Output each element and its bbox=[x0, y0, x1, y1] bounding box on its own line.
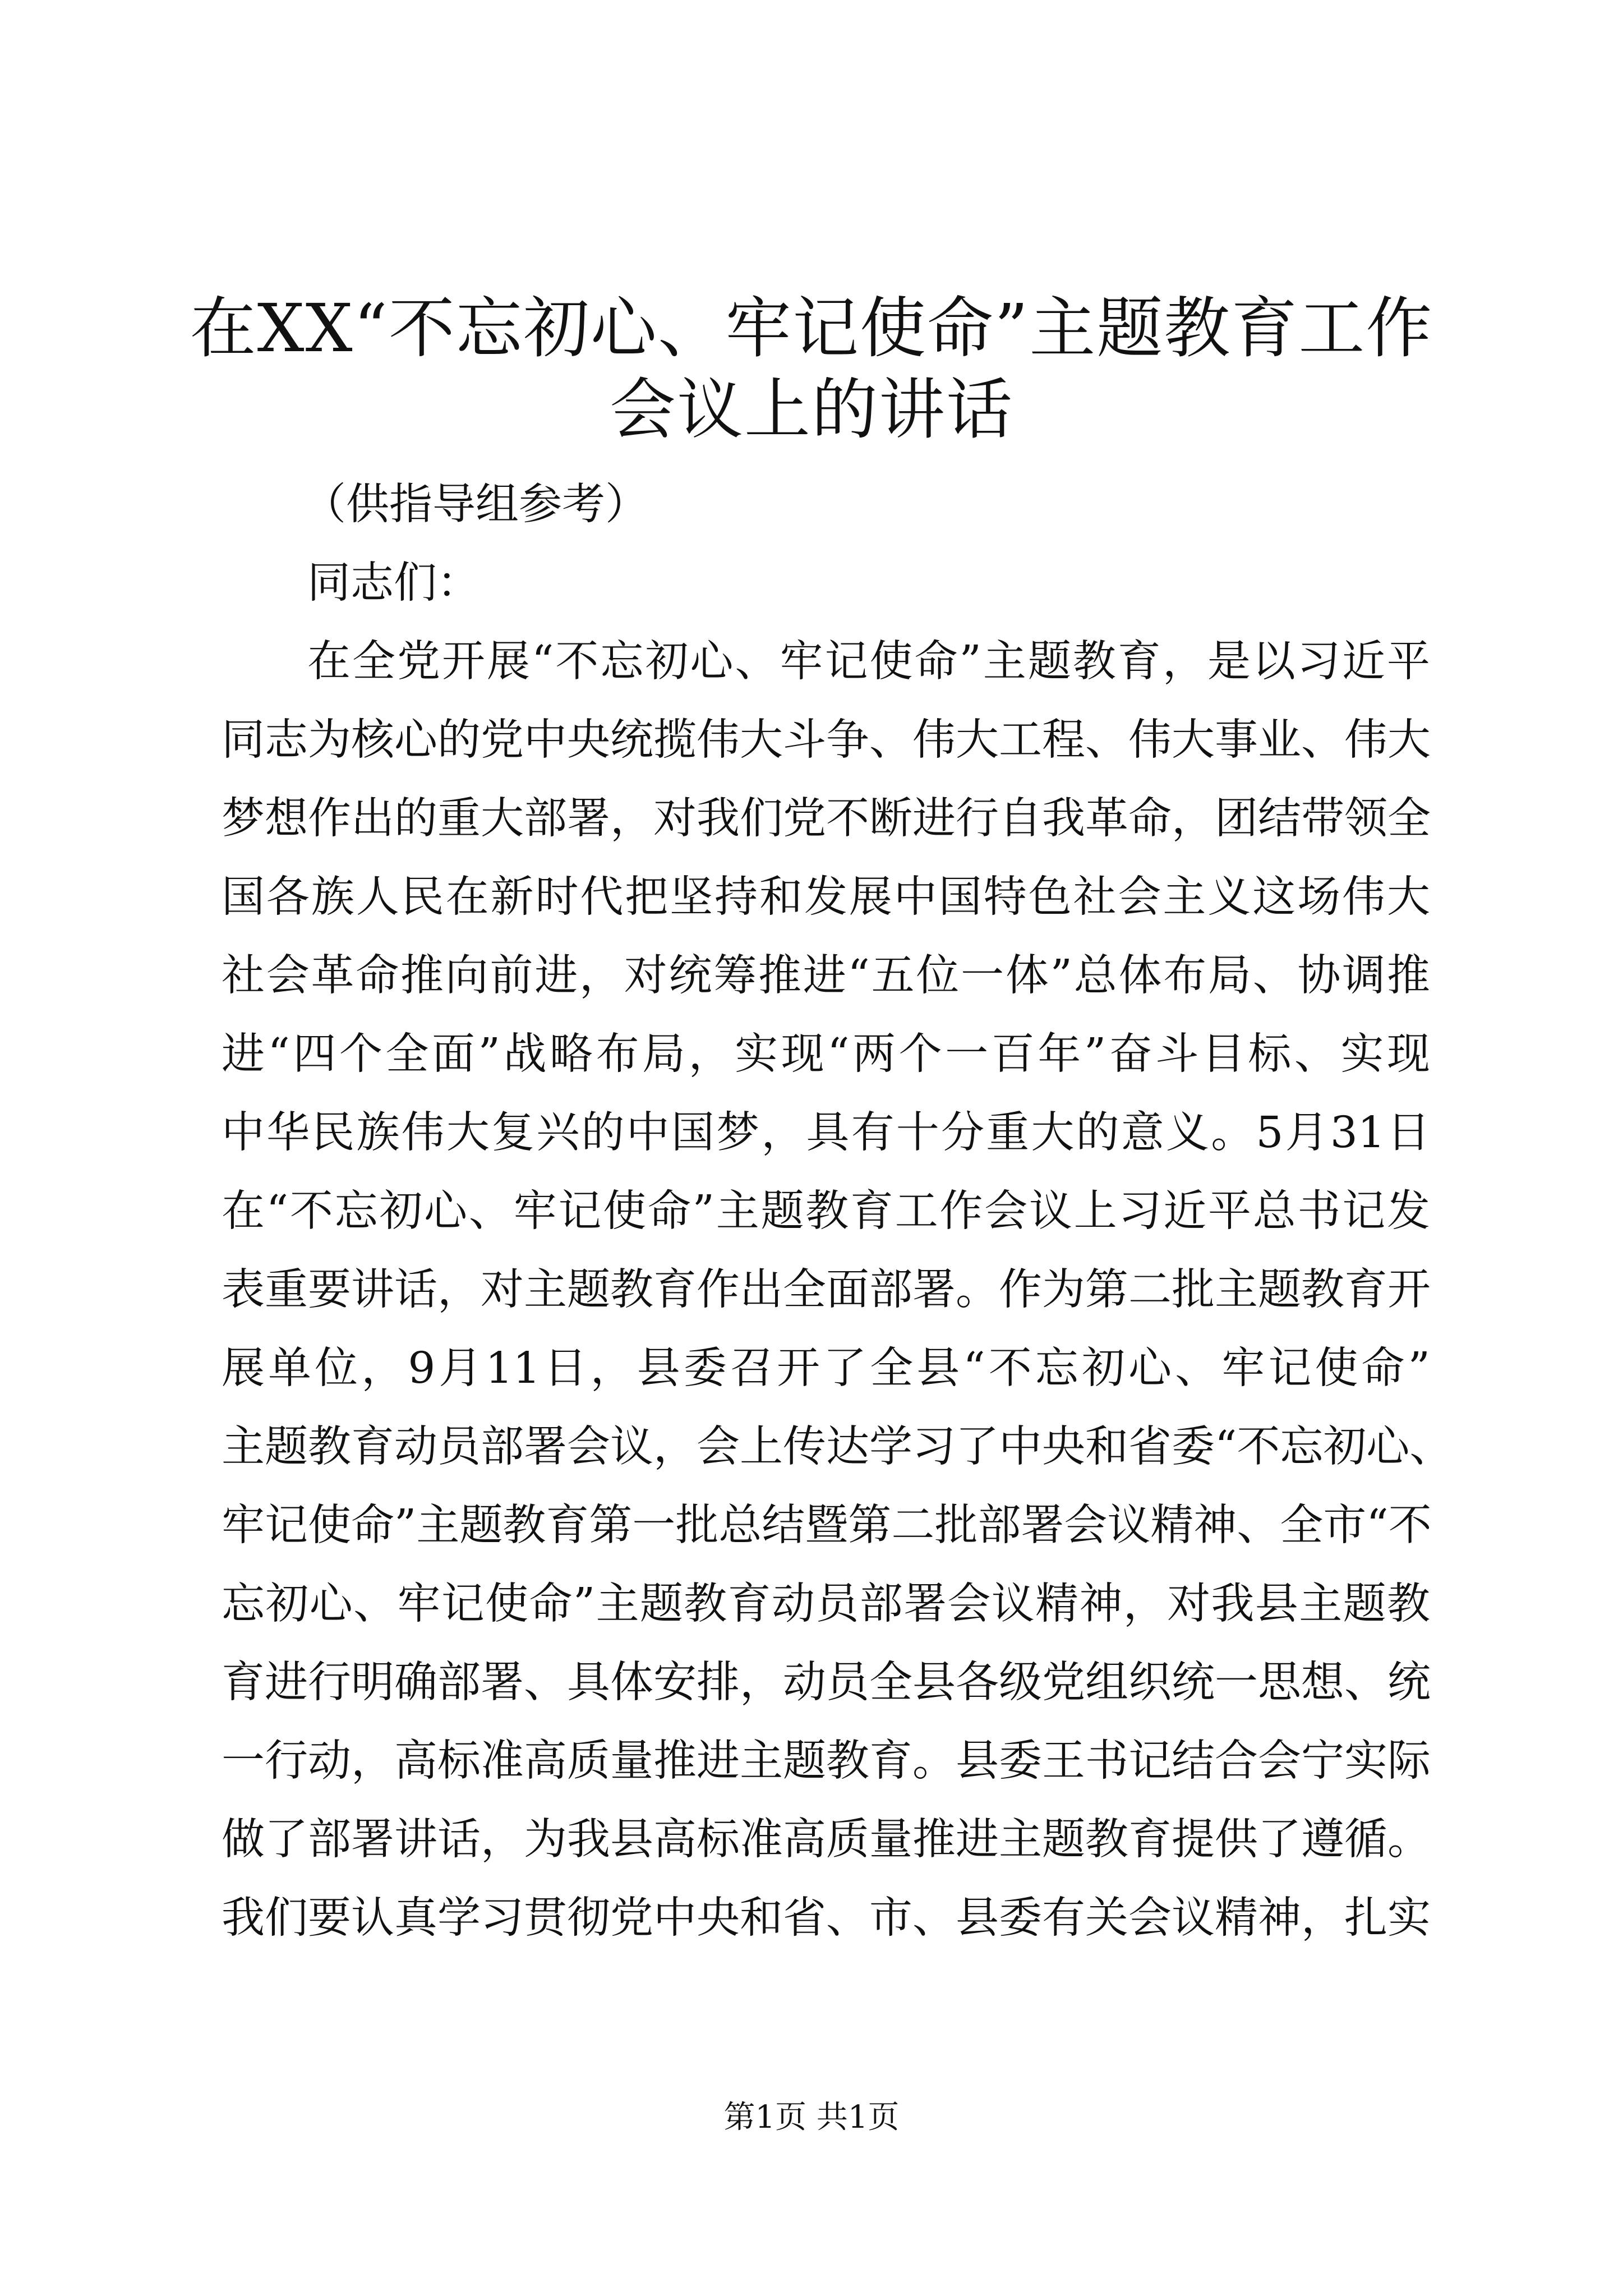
body-line: 忘初心、牢记使命”主题教育动员部署会议精神，对我县主题教 bbox=[222, 1579, 1430, 1629]
body-line: 牢记使命”主题教育第一批总结暨第二批部署会议精神、全市“不 bbox=[222, 1501, 1432, 1550]
document-note: （供指导组参考） bbox=[303, 480, 648, 530]
body-line: 社会革命推向前进，对统筹推进“五位一体”总体布局、协调推 bbox=[222, 951, 1430, 1001]
body-line: 表重要讲话，对主题教育作出全面部署。作为第二批主题教育开 bbox=[222, 1265, 1431, 1315]
document-title-line-1: 在XX“不忘初心、牢记使命”主题教育工作 bbox=[190, 289, 1433, 367]
body-line: 在“不忘初心、牢记使命”主题教育工作会议上习近平总书记发 bbox=[222, 1186, 1430, 1236]
body-line: 我们要认真学习贯彻党中央和省、市、县委有关会议精神，扎实 bbox=[222, 1893, 1431, 1943]
body-line: 梦想作出的重大部署，对我们党不断进行自我革命，团结带领全 bbox=[222, 794, 1431, 844]
page-footer: 第1页 共1页 bbox=[723, 2099, 900, 2136]
body-line: 育进行明确部署、具体安排，动员全县各级党组织统一思想、统 bbox=[222, 1658, 1431, 1708]
body-line: 展单位，9月11日，县委召开了全县“不忘初心、牢记使命” bbox=[222, 1343, 1430, 1393]
document-title-line-2: 会议上的讲话 bbox=[609, 371, 1013, 448]
salutation: 同志们： bbox=[307, 558, 480, 608]
body-line: 做了部署讲话，为我县高标准高质量推进主题教育提供了遵循。 bbox=[222, 1815, 1431, 1865]
body-line: 中华民族伟大复兴的中国梦，具有十分重大的意义。5月31日 bbox=[222, 1108, 1430, 1158]
body-line: 在全党开展“不忘初心、牢记使命”主题教育，是以习近平 bbox=[307, 637, 1430, 687]
body-line: 同志为核心的党中央统揽伟大斗争、伟大工程、伟大事业、伟大 bbox=[222, 715, 1431, 765]
body-line: 国各族人民在新时代把坚持和发展中国特色社会主义这场伟大 bbox=[222, 872, 1430, 922]
body-line: 一行动，高标准高质量推进主题教育。县委王书记结合会宁实际 bbox=[222, 1736, 1431, 1786]
body-line: 进“四个全面”战略布局，实现“两个一百年”奋斗目标、实现 bbox=[222, 1029, 1430, 1079]
body-line: 主题教育动员部署会议，会上传达学习了中央和省委“不忘初心、 bbox=[222, 1422, 1453, 1472]
